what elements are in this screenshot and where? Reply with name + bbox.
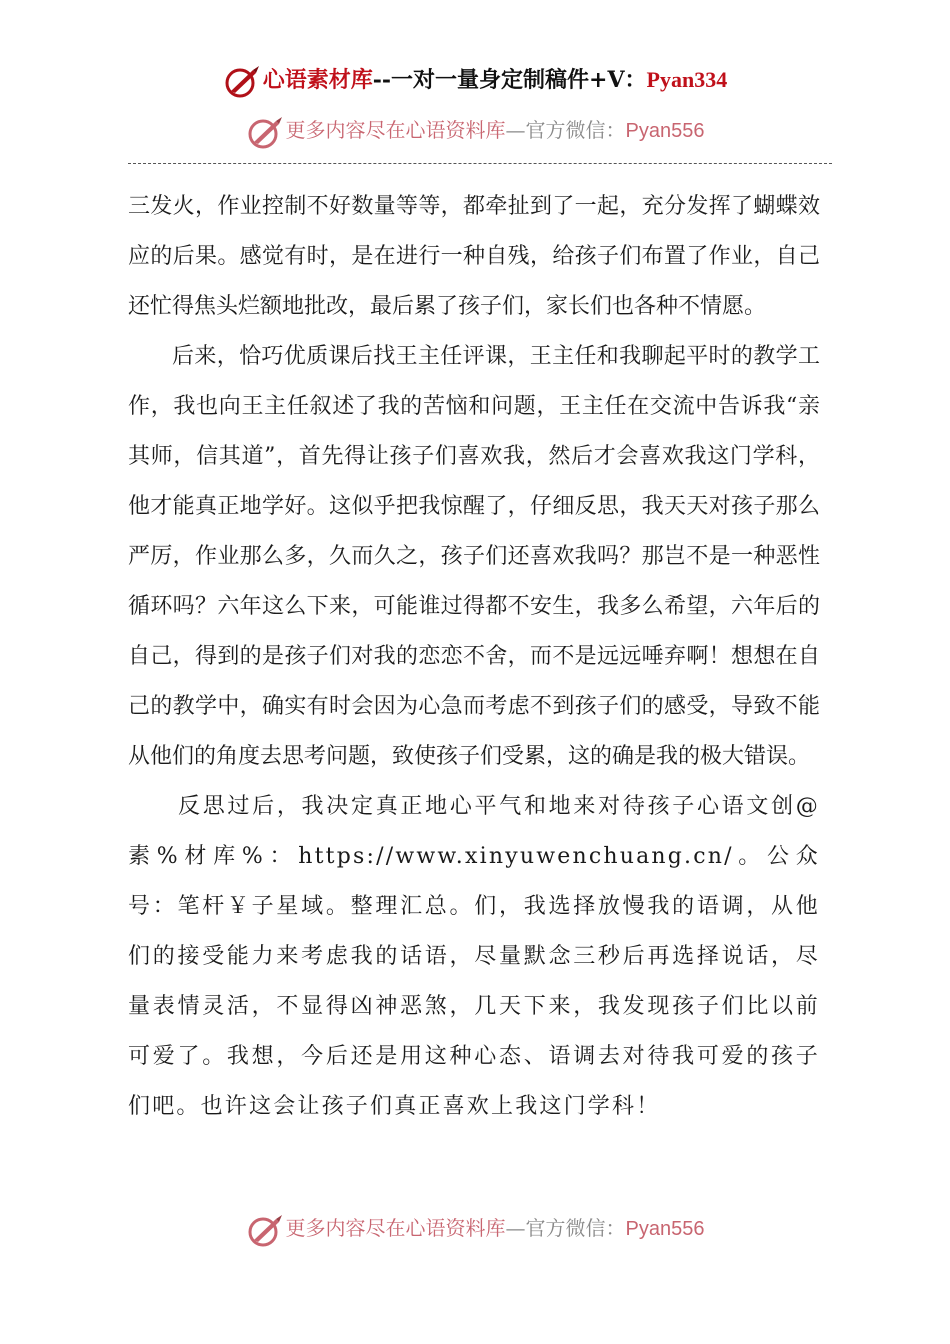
promo-wechat-id: Pyan556	[625, 1218, 705, 1240]
header-divider	[128, 163, 832, 164]
brand-name: 心语素材库	[262, 67, 373, 93]
paragraph-1: 三发火，作业控制不好数量等等，都牵扯到了一起，充分发挥了蝴蝶效应的后果。感觉有时，是在进行一种自残，给孩子们布置了作业，自己还忙得焦头烂额地批改，最后累了孩子们，家长们也各种不情愿。	[128, 194, 820, 319]
promo-separator: —官方微信：	[505, 118, 626, 142]
page-header	[0, 62, 950, 98]
paragraph-3: 反思过后，我决定真正地心平气和地来对待孩子心语文创@素%材库%：https://www.xinyuwenchuang.cn/。公众号：笔杆￥子星域。整理汇总。们，我选择放慢我的语调，从他们的接受能力来考虑我的话语，尽量默念三秒后再选择说话，尽量表情灵活，不显得凶神恶煞，几天下来，我发现孩子们比以前可爱了。我想，今后还是用这种心态、语调去对待我可爱的孩子们吧。也许这会让孩子们真正喜欢上我这门学科！	[128, 794, 820, 1119]
promo-wechat-id: Pyan556	[625, 120, 705, 142]
pen-logo-icon	[246, 115, 284, 149]
promo-banner-top	[0, 112, 950, 149]
promo-banner-bottom	[0, 1210, 950, 1247]
promo-separator: —官方微信：	[505, 1216, 626, 1240]
header-wechat-id: Pyan334	[646, 67, 728, 92]
header-slogan: --一对一量身定制稿件+V：	[372, 67, 647, 93]
promo-text: 更多内容尽在心语资料库	[285, 118, 506, 142]
document-body	[128, 182, 820, 1132]
pen-logo-icon	[246, 1213, 284, 1247]
promo-text: 更多内容尽在心语资料库	[285, 1216, 506, 1240]
paragraph-2: 后来，恰巧优质课后找王主任评课，王主任和我聊起平时的教学工作，我也向王主任叙述了我的苦恼和问题，王主任在交流中告诉我“亲其师，信其道”，首先得让孩子们喜欢我，然后才会喜欢我这门学科，他才能真正地学好。这似乎把我惊醒了，仔细反思，我天天对孩子那么严厉，作业那么多，久而久之，孩子们还喜欢我吗？那岂不是一种恶性循环吗？六年这么下来，可能谁过得都不安生，我多么希望，六年后的自己，得到的是孩子们对我的恋恋不舍，而不是远远唾弃啊！想想在自己的教学中，确实有时会因为心急而考虑不到孩子们的感受，导致不能从他们的角度去思考问题，致使孩子们受累，这的确是我的极大错误。	[128, 344, 820, 769]
pen-logo-icon	[223, 64, 261, 98]
